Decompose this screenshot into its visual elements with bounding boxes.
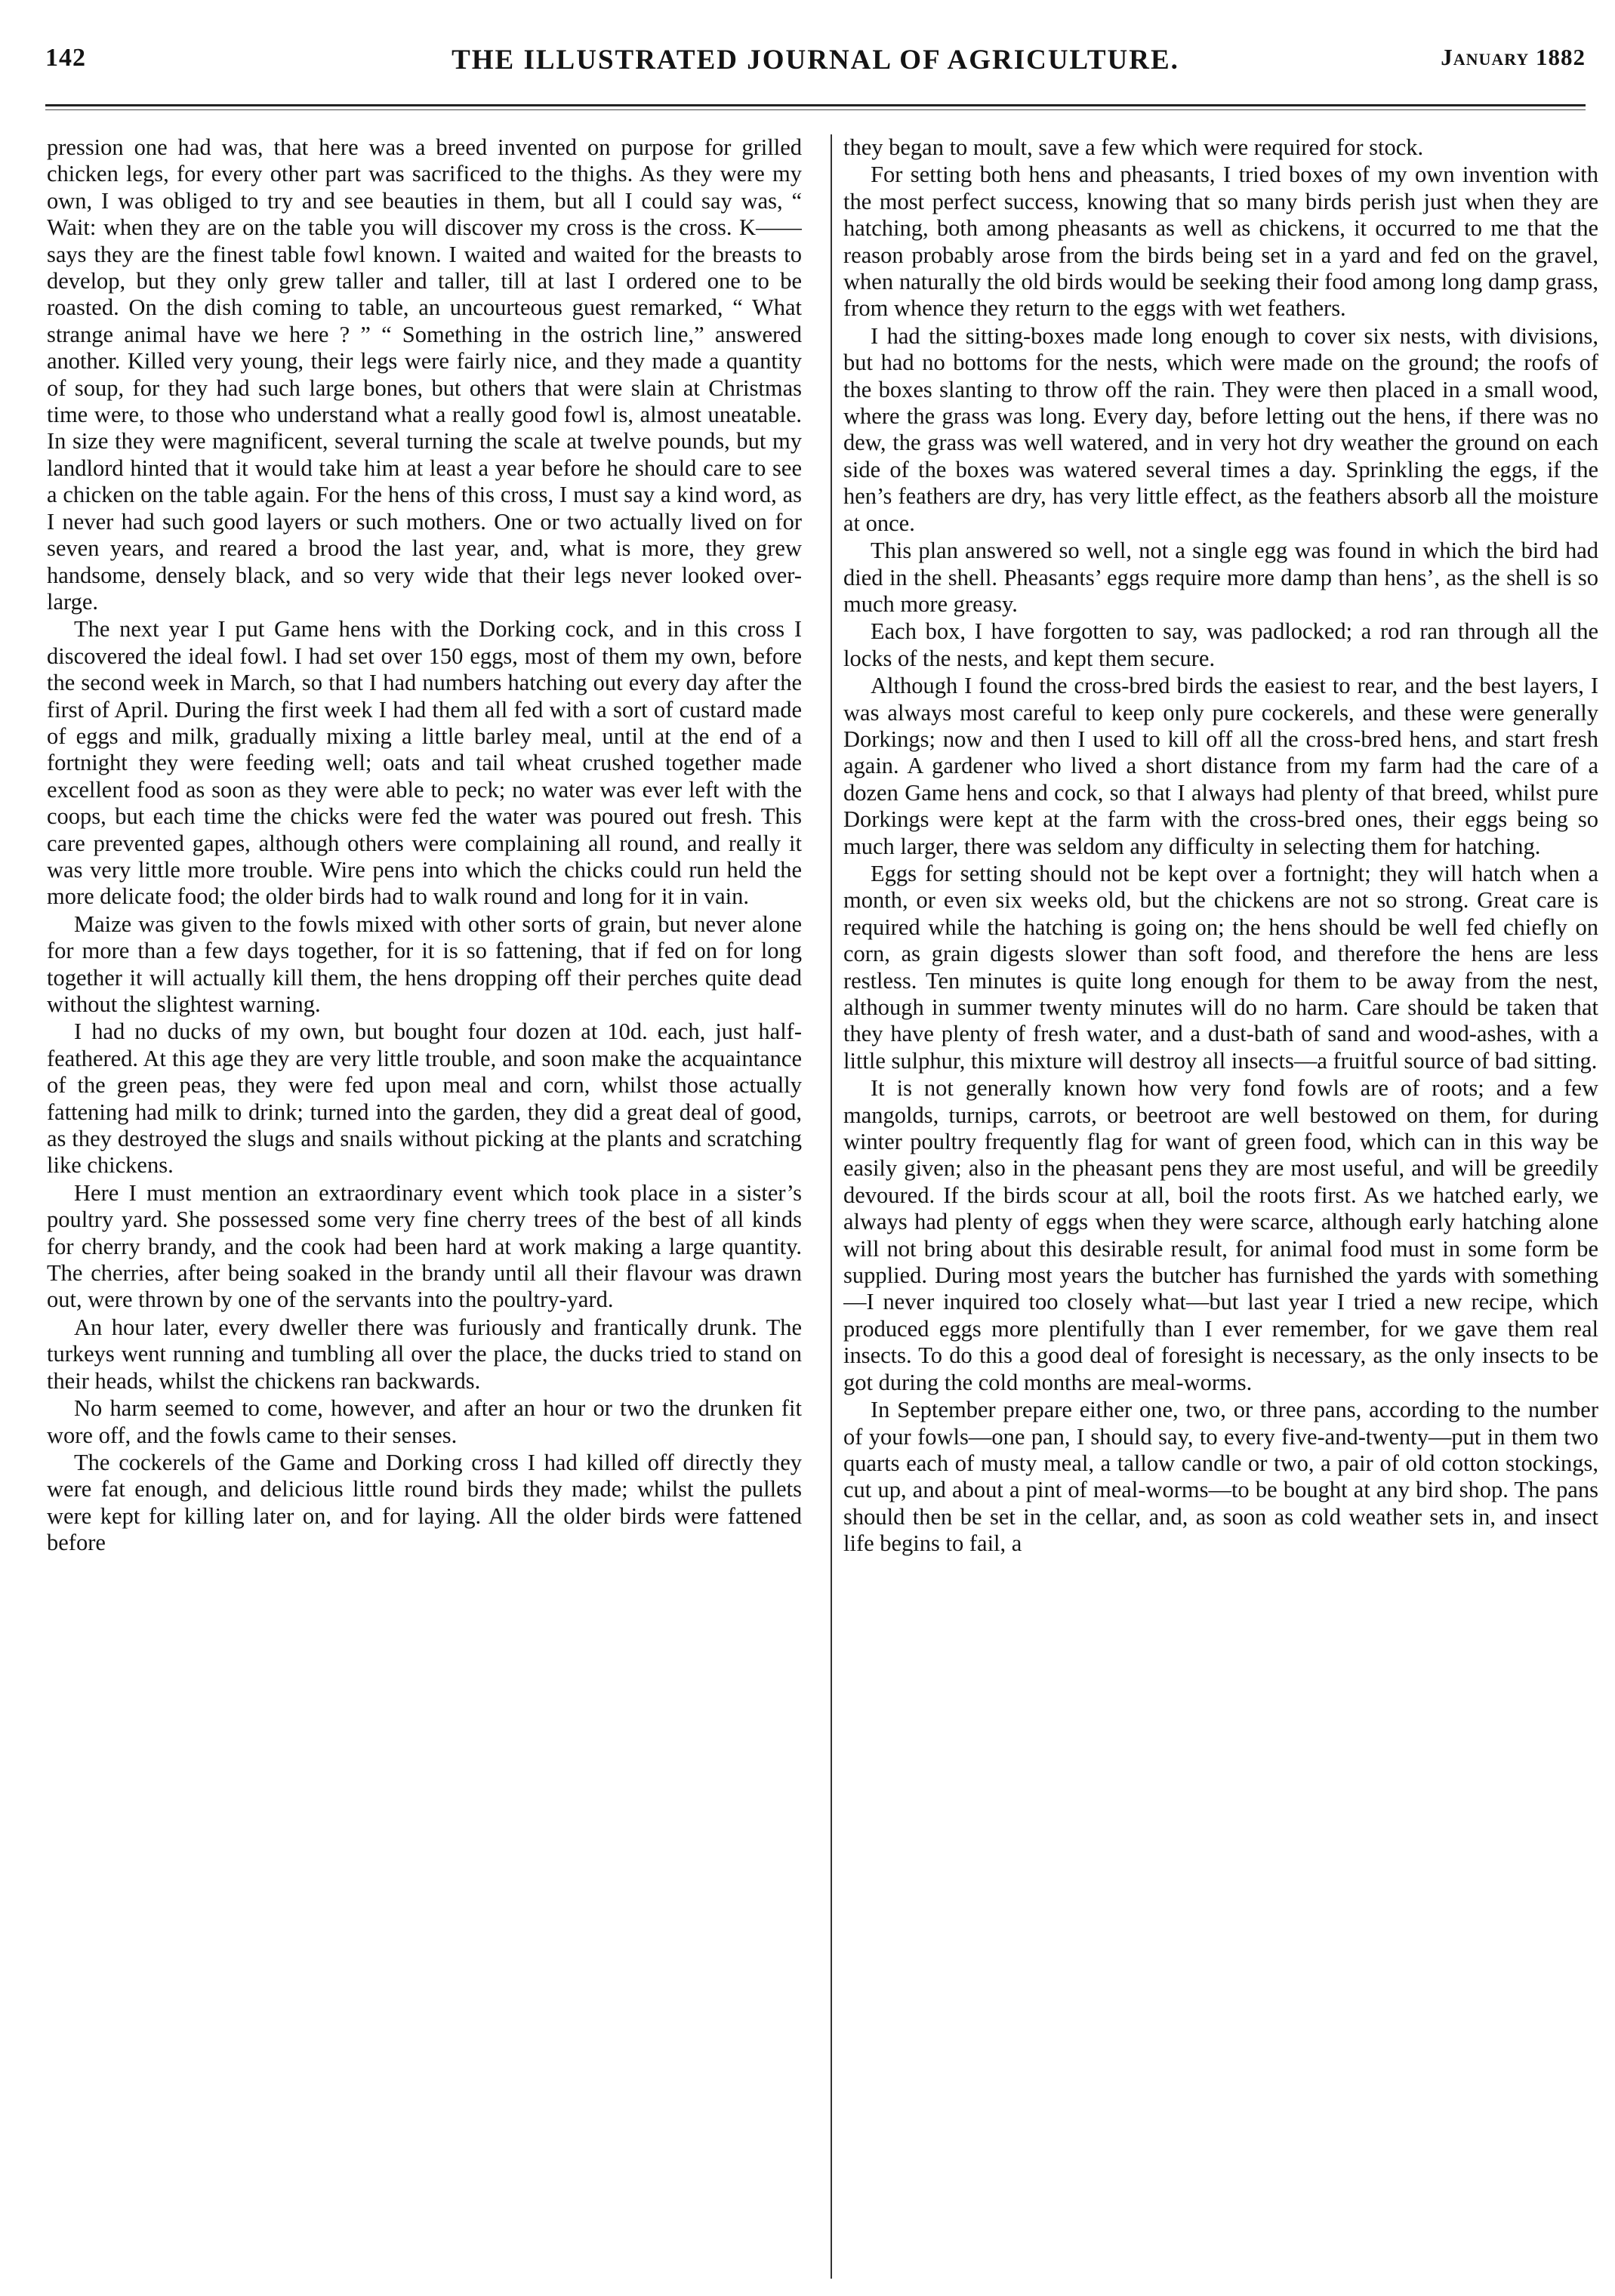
paragraph: Maize was given to the fowls mixed with other sorts of grain, but never alone for more than a few days together, for it is so fattening, that if fed on for long together it will actually kill them, the hens dropping off their perches quite dead without the slightest warning. xyxy=(47,911,802,1017)
paragraph: Eggs for setting should not be kept over a fortnight; they will hatch when a month, or even six weeks old, but the chickens are not so strong. Great care is required while the hatching is going on; the hens should be well fed chiefly on corn, as grain digests slower than soft food, and therefore the hens are less restless. Ten minutes is quite long enough for them to be away from the nest, although in summer twenty minutes will do no harm. Care should be taken that they have plenty of fresh water, and a dust-bath of sand and wood-ashes, with a little sulphur, this mixture will destroy all insects—a fruitful source of bad sitting. xyxy=(843,860,1598,1074)
paragraph: Although I found the cross-bred birds the easiest to rear, and the best layers, I was always most careful to keep only pure cockerels, and these were generally Dorkings; now and then I used to kill off all the cross-bred hens, and start fresh again. A gardener who lived a short distance from my farm had the care of a dozen Game hens and cock, so that I always had plenty of that breed, whilst pure Dorkings were kept at the farm with the cross-bred ones, their eggs being so much larger, there was seldom any difficulty in selecting them for hatching. xyxy=(843,673,1598,859)
paragraph: Here I must mention an extraordinary event which took place in a sister’s poultry yard. She possessed some very fine cherry trees of the best of all kinds for cherry brandy, and the cook had been hard at work making a large quantity. The cherries, after being soaked in the brandy until all their flavour was drawn out, were thrown by one of the servants into the poultry-yard. xyxy=(47,1179,802,1313)
paragraph: In September prepare either one, two, or three pans, according to the number of your fowls—one pan, I should say, to every five-and-twenty—put in them two quarts each of musty meal, a tallow candle or two, a pair of old cotton stockings, cut up, and about a pint of meal-worms—to be bought at any bird shop. The pans should then be set in the cellar, and, as soon as cold weather sets in, and insect life begins to fail, a xyxy=(843,1397,1598,1557)
right-column xyxy=(843,134,1598,2286)
paragraph: pression one had was, that here was a breed invented on purpose for grilled chicken legs, for every other part was sacrificed to the thighs. As they were my own, I was obliged to try and see beauties in them, but all I could say was, “ Wait: when they are on the table you will discover my cross is the cross. K——says they are the finest table fowl known. I waited and waited for the breasts to develop, but they only grew taller and taller, till at last I ordered one to be roasted. On the dish coming to table, an uncourteous guest remarked, “ What strange animal have we here ? ” “ Something in the ostrich line,” answered another. Killed very young, their legs were fairly nice, and they made a quantity of soup, for they had such large bones, but others that were slain at Christmas time were, to those who understand what a really good fowl is, almost uneatable. In size they were magnificent, several turning the scale at twelve pounds, but my landlord hinted that it would take him at least a year before he should care to see a chicken on the table again. For the hens of this cross, I must say a kind word, as I never had such good layers or such mothers. One or two actually lived on for seven years, and reared a brood the last year, and, what is more, they grew handsome, densely black, and so very wide that their legs never looked over-large. xyxy=(47,134,802,615)
paragraph: An hour later, every dweller there was furiously and frantically drunk. The turkeys went running and tumbling all over the place, the ducks tried to stand on their heads, whilst the chickens ran backwards. xyxy=(47,1314,802,1394)
issue-date: January 1882 xyxy=(1441,44,1586,70)
header-rule-thin xyxy=(45,109,1586,110)
paragraph: they began to moult, save a few which were required for stock. xyxy=(843,134,1424,160)
header-rule xyxy=(45,104,1586,106)
paragraph: This plan answered so well, not a single egg was found in which the bird had died in the shell. Pheasants’ eggs require more damp than hens’, as the shell is so much more greasy. xyxy=(843,538,1598,617)
paragraph: Each box, I have forgotten to say, was padlocked; a rod ran through all the locks of the nests, and kept them secure. xyxy=(843,618,1598,671)
paragraph: I had no ducks of my own, but bought four dozen at 10d. each, just half-feathered. At this age they are very little trouble, and soon make the acquaintance of the green peas, they were fed upon meal and corn, whilst those actually fattening had milk to drink; turned into the garden, they did a great deal of good, as they destroyed the slugs and snails without picking at the plants and scratching like chickens. xyxy=(47,1019,802,1179)
column-divider xyxy=(831,134,832,2279)
left-column xyxy=(47,134,802,2286)
paragraph: I had the sitting-boxes made long enough to cover six nests, with divisions, but had no bottoms for the nests, which were made on the ground; the roofs of the boxes slanting to throw off the rain. They were then placed in a small wood, where the grass was long. Every day, before letting out the hens, if there was no dew, the grass was well watered, and in very hot dry weather the ground on each side of the boxes was watered several times a day. Sprinkling the eggs, if the hen’s feathers are dry, has very little effect, as the feathers absorb all the moisture at once. xyxy=(843,322,1598,536)
paragraph: For setting both hens and pheasants, I tried boxes of my own invention with the most perfect success, knowing that so many birds perish just when they are hatching, both among pheasants as well as chickens, it occurred to me that the reason probably arose from the birds being set in a yard and fed on the gravel, when naturally the old birds would be seeking their food among long damp grass, from whence they return to the eggs with wet feathers. xyxy=(843,162,1598,322)
page-number: 142 xyxy=(45,44,86,72)
paragraph: The cockerels of the Game and Dorking cross I had killed off directly they were fat enough, and delicious little round birds they made; whilst the pullets were kept for killing later on, and for laying. All the older birds were fattened before xyxy=(47,1449,802,1556)
paragraph: The next year I put Game hens with the Dorking cock, and in this cross I discovered the ideal fowl. I had set over 150 eggs, most of them my own, before the second week in March, so that I had numbers hatching out every day after the first of April. During the first week I had them all fed with a sort of custard made of eggs and milk, gradually mixing a little barley meal, until at the end of a fortnight they were feeding well; oats and tail wheat crushed together made excellent food as soon as they were able to peck; no water was ever left with the coops, but each time the chicks were fed the water was poured out fresh. This care prevented gapes, although others were complaining all round, and really it was very little more trouble. Wire pens into which the chicks could run held the more delicate food; the older birds had to walk round and long for it in vain. xyxy=(47,616,802,910)
journal-title: THE ILLUSTRATED JOURNAL OF AGRICULTURE. xyxy=(452,45,1179,76)
page-header xyxy=(45,44,1586,86)
paragraph: No harm seemed to come, however, and after an hour or two the drunken fit wore off, and the fowls came to their senses. xyxy=(47,1395,802,1448)
paragraph: It is not generally known how very fond fowls are of roots; and a few mangolds, turnips, carrots, or beetroot are well bestowed on them, for during winter poultry frequently flag for want of green food, which can in this way be easily given; also in the pheasant pens they are most useful, and will be greedily devoured. If the birds scour at all, boil the roots first. As we hatched early, we always had plenty of eggs when they were scarce, although early hatching alone will not bring about this desirable result, for animal food must in some form be supplied. During most years the butcher has furnished the yards with something—I never inquired too closely what—but last year I tried a new recipe, which produced eggs more plentifully than I ever remember, for we gave them real insects. To do this a good deal of foresight is necessary, as the only insects to be got during the cold months are meal-worms. xyxy=(843,1075,1598,1395)
